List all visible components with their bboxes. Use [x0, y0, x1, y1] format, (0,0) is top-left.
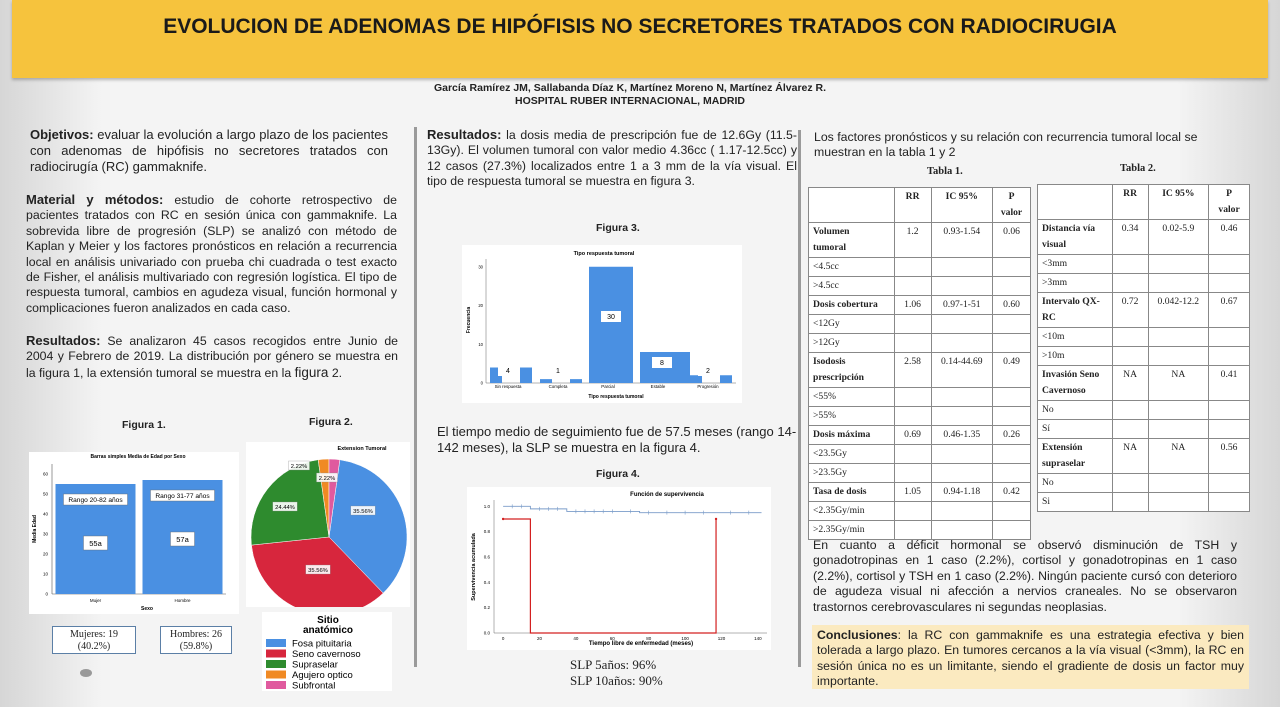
figura2-legend [262, 612, 392, 691]
tabla2-cell [1112, 493, 1148, 512]
fig2-value-label: 35.56% [353, 509, 373, 515]
tabla1-cell [993, 388, 1031, 407]
deficit-paragraph: En cuanto a déficit hormonal se observó disminución de TSH y gonadotropinas en 1 caso (2.2%), cortisol y gonadotropinas en 1 caso (2.2%), cortisol y TSH en 1 caso (2.2%). Ningún paciente cursó con deterioro de agudeza visual ni afección a nervios craneales. No se observaron trastornos cerebrovasculares ni segundas neoplasias. [813, 538, 1237, 614]
figura4-chart [467, 487, 771, 650]
tabla2-cell: IC 95% [1148, 185, 1209, 220]
fig3-bar [540, 379, 552, 383]
title-banner [12, 0, 1268, 78]
fig4-xlabel: Tiempo libre de enfermedad (meses) [588, 641, 694, 647]
tabla1-cell: 1.05 [894, 483, 931, 502]
tabla2-row [1038, 420, 1250, 439]
tabla2-header-row [1038, 185, 1250, 220]
tabla2-cell [1038, 185, 1113, 220]
tabla2-cell: 0.46 [1209, 220, 1250, 255]
fig2-legend-swatch [266, 650, 286, 658]
fig4-ylabel: Supervivencia acumulada [471, 533, 477, 601]
fig4-ytick: 0.4 [483, 579, 490, 585]
tabla1-cell: P valor [993, 188, 1031, 223]
tabla1-cell: Volumen tumoral [809, 223, 895, 258]
fig4-ytick: 0.2 [483, 605, 490, 611]
objetivos-paragraph [30, 127, 388, 175]
authors-block [300, 82, 960, 108]
tabla2-row [1038, 274, 1250, 293]
fig4-title: Función de supervivencia [630, 492, 704, 498]
tabla2-cell [1209, 420, 1250, 439]
tabla1-cell [894, 502, 931, 521]
tabla2 [1037, 184, 1250, 512]
tabla1 [808, 187, 1031, 540]
tabla1-cell: >12Gy [809, 334, 895, 353]
resultados1-end: 2. [328, 365, 343, 380]
tabla2-cell: No [1038, 474, 1113, 493]
tabla1-cell [993, 334, 1031, 353]
tabla1-cell [931, 407, 993, 426]
tabla1-cell: <2.35Gy/min [809, 502, 895, 521]
fig1-title: Barras simples Media de Edad por Sexo [90, 454, 186, 460]
fig4-ytick: 1.0 [483, 503, 490, 509]
tabla2-cell: >3mm [1038, 274, 1113, 293]
tabla1-cell: 0.94-1.18 [931, 483, 993, 502]
tabla2-cell: 0.34 [1112, 220, 1148, 255]
tabla2-cell: NA [1112, 366, 1148, 401]
fig1-ytick: 20 [42, 551, 48, 557]
tabla1-cell: Isodosis prescripción [809, 353, 895, 388]
tabla1-cell: 1.06 [894, 296, 931, 315]
tabla2-cell [1148, 347, 1209, 366]
tabla2-cell: 0.67 [1209, 293, 1250, 328]
fig3-category: Sin respuesta [494, 384, 522, 389]
tabla1-cell: <4.5cc [809, 258, 895, 277]
material-text: estudio de cohorte retrospectivo de pacientes tratados con RC en sesión única con gammaknife. La sobrevida libre de progresión (SLP) se analizó con método de Kaplan y Meier y los factores pronósticos en relación a recurrencia local en análisis univariado con prueba chi cuadrada o test exacto de Fisher, el análisis multivariado con regresión logística. El tipo de respuesta tumoral, cambios en agudeza visual, función hormonal y complicaciones fueron analizados en cada caso. [26, 193, 397, 315]
tabla1-row [809, 388, 1031, 407]
tabla1-cell: 0.93-1.54 [931, 223, 993, 258]
tabla1-row [809, 353, 1031, 388]
tabla1-cell: 2.58 [894, 353, 931, 388]
tabla1-cell: 0.14-44.69 [931, 353, 993, 388]
tabla2-row [1038, 293, 1250, 328]
fig3-value-label: 1 [556, 368, 560, 375]
tabla1-cell [894, 388, 931, 407]
fig4-xtick: 80 [646, 636, 652, 641]
tabla1-row [809, 223, 1031, 258]
fig1-ytick: 30 [42, 531, 48, 537]
fig3-ytick: 30 [478, 264, 483, 270]
tabla1-cell [993, 502, 1031, 521]
tabla2-row [1038, 328, 1250, 347]
fig2-legend-swatch [266, 671, 286, 679]
tabla1-cell [894, 521, 931, 540]
tabla2-cell: No [1038, 401, 1113, 420]
tabla1-cell [931, 388, 993, 407]
fig3-category: Parcial [601, 384, 615, 389]
tabla2-cell [1112, 255, 1148, 274]
tabla2-cell: 0.56 [1209, 439, 1250, 474]
tabla1-cell: 0.06 [993, 223, 1031, 258]
tabla2-cell: 0.72 [1112, 293, 1148, 328]
fig4-ytick: 0.8 [483, 529, 490, 535]
tabla2-row [1038, 474, 1250, 493]
tabla1-cell: 0.26 [993, 426, 1031, 445]
fig2-legend-label: Subfrontal [292, 680, 336, 691]
fig4-xtick: 20 [536, 636, 543, 641]
fig4-limit-start [502, 518, 504, 520]
resultados2-paragraph [427, 127, 797, 190]
poster-title: EVOLUCION DE ADENOMAS DE HIPÓFISIS NO SECRETORES TRATADOS CON RADIOCIRUGIA [163, 15, 1117, 38]
tabla2-cell [1209, 401, 1250, 420]
tabla1-cell [993, 464, 1031, 483]
tabla1-header-row [809, 188, 1031, 223]
fig2-value-label: 2.22% [318, 476, 336, 482]
figura2-chart [246, 442, 410, 607]
tabla1-cell: 0.42 [993, 483, 1031, 502]
box-mujeres: Mujeres: 19 (40.2%) [52, 626, 136, 654]
tabla1-cell: Dosis cobertura [809, 296, 895, 315]
tabla2-row [1038, 493, 1250, 512]
tabla2-cell [1148, 328, 1209, 347]
fig2-value-label: 35.56% [308, 568, 328, 574]
tabla2-cell: Sí [1038, 420, 1113, 439]
tabla1-cell: <55% [809, 388, 895, 407]
fig1-range-label: Rango 31-77 años [155, 493, 210, 500]
fig3-category: Estable [650, 384, 666, 389]
tabla1-cell [931, 258, 993, 277]
tabla2-cell: <3mm [1038, 255, 1113, 274]
tabla1-cell: 1.2 [894, 223, 931, 258]
tabla1-cell [993, 407, 1031, 426]
fig3-value-label: 2 [706, 368, 710, 375]
objetivos-label: Objetivos: [30, 127, 94, 142]
fig3-bar [589, 267, 633, 383]
fig4-xtick: 60 [609, 636, 615, 641]
tabla1-cell [931, 315, 993, 334]
tabla2-cell: NA [1148, 366, 1209, 401]
conclusiones-box [812, 625, 1249, 689]
tabla2-cell: >10m [1038, 347, 1113, 366]
tabla1-row [809, 277, 1031, 296]
fig3-value-label: 30 [607, 314, 615, 321]
tabla1-cell [931, 464, 993, 483]
fig2-value-label: 24.44% [275, 505, 295, 511]
fig3-ytick: 20 [478, 303, 483, 308]
tabla2-row [1038, 439, 1250, 474]
tabla2-cell [1209, 328, 1250, 347]
tabla2-cell [1209, 255, 1250, 274]
tabla2-cell: Intervalo QX- RC [1038, 293, 1113, 328]
tabla1-cell [894, 277, 931, 296]
column-divider-1 [414, 127, 417, 667]
fig1-value-label: 57a [176, 535, 189, 544]
box-hombres: Hombres: 26 (59.8%) [160, 626, 232, 654]
tabla1-cell: >23.5Gy [809, 464, 895, 483]
tabla1-cell [894, 334, 931, 353]
tabla1-row [809, 258, 1031, 277]
seguimiento-text: El tiempo medio de seguimiento fue de 57.5 meses (rango 14-142 meses), la SLP se muestra en la figura 4. [437, 424, 797, 455]
resultados1-fig: figura [294, 364, 329, 380]
tabla1-label: Tabla 1. [927, 166, 963, 177]
tabla1-row [809, 502, 1031, 521]
tabla2-cell [1112, 347, 1148, 366]
fig1-category: Mujer [89, 598, 102, 603]
fig4-limit-end [715, 518, 717, 520]
fig4-ytick: 0.6 [483, 554, 490, 560]
tabla1-row [809, 334, 1031, 353]
tabla2-row [1038, 220, 1250, 255]
tabla1-cell [931, 521, 993, 540]
tabla1-cell [931, 445, 993, 464]
fig3-bar [520, 368, 532, 384]
resultados1-label: Resultados: [26, 333, 101, 348]
fig1-value-label: 55a [89, 539, 102, 548]
tabla2-cell: 0.02-5.9 [1148, 220, 1209, 255]
fig3-category: Progresión [697, 384, 719, 389]
tabla2-cell [1148, 474, 1209, 493]
conclusiones-label: Conclusiones [817, 628, 898, 642]
tabla2-cell [1148, 255, 1209, 274]
fig2-legend-label: Agujero optico [292, 670, 353, 681]
fig2-legend-title: anatómico [302, 625, 354, 636]
fig1-category: Hombre [174, 598, 191, 603]
resultados2-label: Resultados: [427, 127, 502, 142]
figura1-chart [29, 452, 239, 614]
tabla1-cell: <12Gy [809, 315, 895, 334]
fig1-range-label: Rango 20-82 años [68, 497, 123, 504]
tabla1-cell [809, 188, 895, 223]
tabla1-cell [894, 315, 931, 334]
figura1-label: Figura 1. [122, 419, 166, 431]
fig3-xlabel: Tipo respuesta tumoral [588, 394, 644, 400]
slp-5: SLP 5años: 96% [570, 657, 657, 672]
fig2-legend-label: Seno cavernoso [292, 649, 361, 660]
fig3-bar [570, 379, 582, 383]
fig4-xtick: 40 [573, 636, 579, 641]
fig3-value-label: 4 [506, 368, 510, 375]
tabla2-cell: NA [1112, 439, 1148, 474]
tabla2-cell [1148, 274, 1209, 293]
tabla2-cell: Si [1038, 493, 1113, 512]
tabla2-cell: Invasión Seno Cavernoso [1038, 366, 1113, 401]
tabla2-row [1038, 347, 1250, 366]
tabla1-cell [931, 502, 993, 521]
tabla2-cell: RR [1112, 185, 1148, 220]
tabla1-cell [931, 277, 993, 296]
conclusiones-text: : la RC con gammaknife es una estrategia efectiva y bien tolerada a largo plazo. En tumores cercanos a la vía visual (<3mm), la RC en sesión única no es un limitante, siendo el gradiente de dosis un factor muy importante. [817, 628, 1244, 689]
tabla1-cell [894, 445, 931, 464]
tabla1-cell: >4.5cc [809, 277, 895, 296]
fig4-xtick: 120 [717, 636, 726, 641]
tabla2-row [1038, 401, 1250, 420]
tabla1-cell: Tasa de dosis [809, 483, 895, 502]
material-label: Material y métodos: [26, 192, 164, 207]
hospital: HOSPITAL RUBER INTERNACIONAL, MADRID [514, 95, 746, 107]
tabla1-cell [894, 464, 931, 483]
tabla1-row [809, 483, 1031, 502]
fig4-ytick: 0.0 [483, 630, 490, 636]
tabla2-cell: 0.41 [1209, 366, 1250, 401]
fig3-category: Completa [548, 384, 568, 389]
tabla2-row [1038, 255, 1250, 274]
tabla1-cell: 0.60 [993, 296, 1031, 315]
tabla1-cell: IC 95% [931, 188, 993, 223]
tabla2-cell: 0.042-12.2 [1148, 293, 1209, 328]
resultados2-text: la dosis media de prescripción fue de 12.6Gy (11.5-13Gy). El volumen tumoral con valor medio 4.36cc ( 1.17-12.5cc) y 12 casos (27.3%) localizados entre 1 a 3 mm de la vía visual. El tipo de respuesta tumoral se muestra en figura 3. [427, 128, 797, 189]
tabla1-cell [993, 315, 1031, 334]
resultados1-paragraph [26, 333, 398, 381]
fig2-legend-swatch [266, 639, 286, 647]
tabla2-cell [1148, 493, 1209, 512]
fig1-ytick: 50 [42, 491, 48, 497]
tabla1-row [809, 464, 1031, 483]
tabla1-cell [993, 521, 1031, 540]
tabla2-cell [1209, 474, 1250, 493]
fig3-value-label: 8 [660, 360, 664, 367]
tabla1-row [809, 445, 1031, 464]
figura4-label: Figura 4. [596, 468, 640, 480]
fig3-ylabel: Frecuencia [466, 306, 472, 334]
fig2-value-label: 2.22% [290, 464, 308, 470]
decorative-dot [80, 669, 92, 677]
objetivos-text: evaluar la evolución a largo plazo de los pacientes con adenomas de hipófisis no secretores tratados con radiocirugía (RC) gammaknife. [30, 127, 388, 174]
tabla1-row [809, 296, 1031, 315]
tabla2-cell: Distancia vía visual [1038, 220, 1113, 255]
tabla2-cell [1112, 401, 1148, 420]
tabla1-row [809, 407, 1031, 426]
column-divider-2 [798, 130, 801, 667]
tabla1-cell [993, 258, 1031, 277]
fig3-ytick: 10 [478, 341, 483, 347]
tabla2-cell [1112, 474, 1148, 493]
slp-10: SLP 10años: 90% [570, 673, 663, 688]
tabla1-cell [894, 407, 931, 426]
tabla1-row [809, 521, 1031, 540]
tabla2-cell [1209, 347, 1250, 366]
fig1-ytick: 40 [42, 511, 48, 517]
tabla1-cell [931, 334, 993, 353]
fig1-ytick: 0 [45, 591, 48, 597]
fig1-xlabel: Sexo [141, 606, 153, 612]
tabla1-cell [993, 277, 1031, 296]
figura3-label: Figura 3. [596, 222, 640, 234]
tabla2-row [1038, 366, 1250, 401]
tabla2-cell: <10m [1038, 328, 1113, 347]
fig4-xtick: 100 [681, 636, 689, 641]
tabla2-cell [1209, 493, 1250, 512]
fig2-title: Extension Tumoral [337, 446, 387, 452]
fig4-xtick: 0 [501, 636, 505, 641]
tabla2-cell [1209, 274, 1250, 293]
fig3-ytick: 0 [480, 380, 483, 386]
tabla1-cell [993, 445, 1031, 464]
material-paragraph [26, 192, 397, 316]
fig2-legend-title: Sitio [317, 615, 339, 626]
fig1-ytick: 10 [42, 571, 48, 577]
tabla1-cell: <23.5Gy [809, 445, 895, 464]
fig2-legend-label: Fosa pituitaria [292, 638, 352, 650]
tabla1-cell: 0.46-1.35 [931, 426, 993, 445]
tabla1-row [809, 315, 1031, 334]
tabla2-cell [1148, 401, 1209, 420]
tabla1-cell: 0.49 [993, 353, 1031, 388]
tabla2-cell [1112, 420, 1148, 439]
fig2-legend-swatch [266, 660, 286, 668]
fig2-legend-label: Supraselar [292, 659, 338, 671]
fig4-xtick: 140 [754, 636, 762, 641]
fig3-bar [690, 375, 702, 383]
tabla1-cell: Dosis máxima [809, 426, 895, 445]
tabla2-cell: NA [1148, 439, 1209, 474]
tabla1-cell: RR [894, 188, 931, 223]
tabla1-cell: >55% [809, 407, 895, 426]
authors: García Ramírez JM, Sallabanda Díaz K, Martínez Moreno N, Martínez Álvarez R. [433, 82, 827, 94]
resultados1-text: Se analizaron 45 casos recogidos entre Junio de 2004 y Febrero de 2019. La distribución por género se muestra en la figura 1, la extensión tumoral se muestra en la [26, 334, 398, 380]
tabla2-cell [1112, 274, 1148, 293]
fig2-legend-swatch [266, 681, 286, 689]
tabla1-cell [894, 258, 931, 277]
fig3-bar [720, 375, 732, 383]
figura3-chart [462, 245, 742, 403]
tabla2-cell: P valor [1209, 185, 1250, 220]
tabla2-cell: Extensión supraselar [1038, 439, 1113, 474]
tabla1-cell: 0.97-1-51 [931, 296, 993, 315]
fig1-ylabel: Media Edad [32, 515, 38, 543]
tabla1-cell: 0.69 [894, 426, 931, 445]
factores-intro: Los factores pronósticos y su relación con recurrencia tumoral local se muestran en la tabla 1 y 2 [814, 130, 1198, 160]
fig1-ytick: 60 [42, 471, 48, 477]
tabla2-cell [1148, 420, 1209, 439]
tabla1-row [809, 426, 1031, 445]
fig3-title: Tipo respuesta tumoral [573, 251, 635, 257]
figura2-label: Figura 2. [309, 416, 353, 428]
tabla2-cell [1112, 328, 1148, 347]
tabla2-label: Tabla 2. [1120, 163, 1156, 174]
tabla1-cell: >2.35Gy/min [809, 521, 895, 540]
